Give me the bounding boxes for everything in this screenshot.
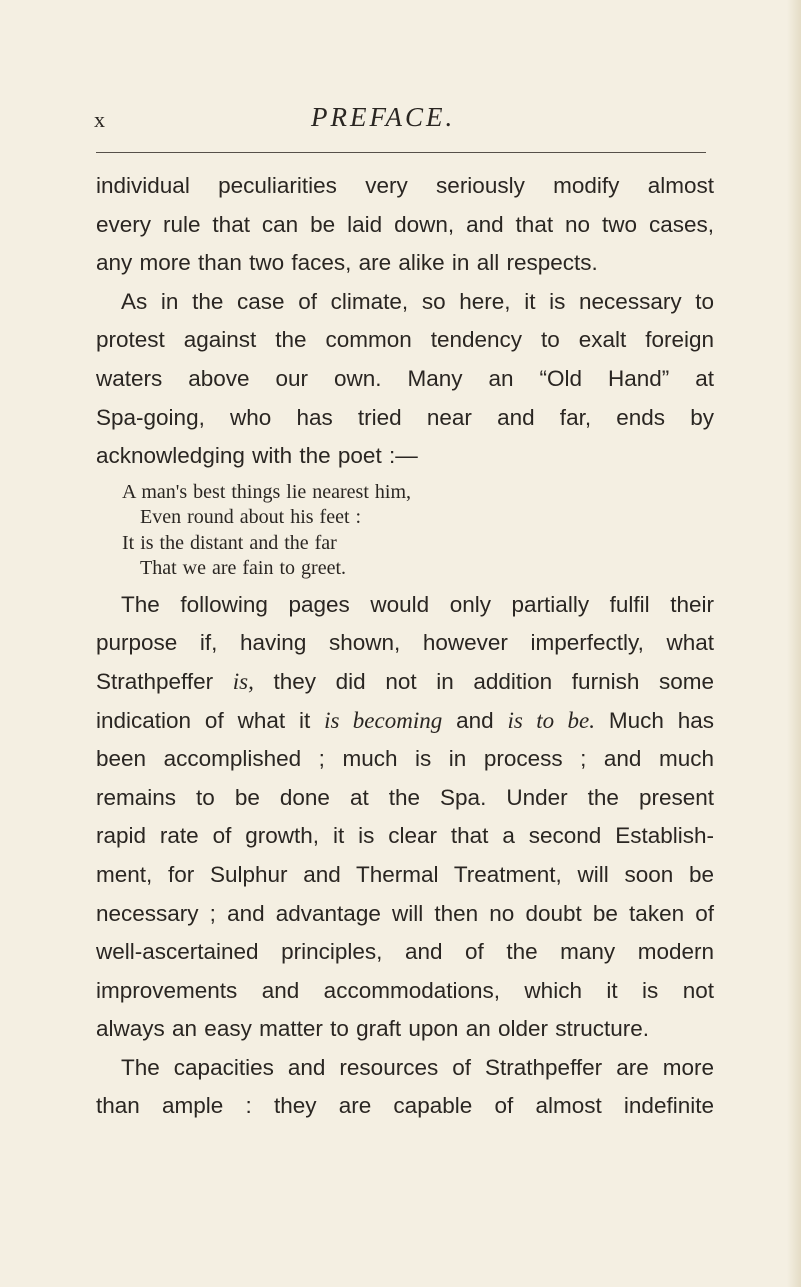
text-line: acknowledging with the poet :—: [96, 443, 418, 469]
text-line: The following pages would only partially fulfil their: [121, 591, 714, 617]
poem-line: That we are fain to greet.: [140, 557, 347, 580]
text-line: been accomplished ; much is in process ; and much: [96, 746, 714, 772]
text-line: The capacities and resources of Strathpeffer are more: [121, 1054, 714, 1080]
paragraph-1: [96, 167, 714, 283]
running-head: PREFACE.: [311, 102, 456, 132]
poem-line: It is the distant and the far: [122, 531, 337, 554]
text-run: and: [442, 707, 508, 733]
text-run: they did not in addition furnish some: [253, 668, 714, 694]
paragraph-4: [96, 1049, 714, 1126]
header-rule: [96, 152, 706, 153]
italic-run: is becoming: [324, 707, 443, 733]
paragraph-2: [96, 283, 714, 476]
poem-line: Even round about his feet :: [140, 506, 362, 529]
poem-line: A man's best things lie nearest him,: [122, 480, 412, 503]
text-line: any more than two faces, are alike in all respects.: [96, 250, 598, 276]
text-line: than ample : they are capable of almost indefinite: [96, 1093, 714, 1119]
text-line: [96, 702, 714, 741]
italic-run: is to be.: [507, 707, 595, 733]
body-text: [96, 167, 714, 1126]
text-line: [96, 663, 714, 702]
paragraph-3: [96, 586, 714, 1049]
text-line: individual peculiarities very seriously modify almost: [96, 173, 714, 198]
poem-quotation: [122, 480, 714, 582]
text-run: indication of what it: [96, 707, 325, 733]
text-line: always an easy matter to graft upon an older structure.: [96, 1016, 650, 1042]
text-line: ment, for Sulphur and Thermal Treatment, will soon be: [96, 861, 714, 887]
text-line: well-ascertained principles, and of the many modern: [96, 939, 714, 965]
text-line: remains to be done at the Spa. Under the present: [96, 784, 714, 810]
italic-run: is,: [232, 668, 254, 694]
page-number: x: [94, 107, 106, 132]
text-line: improvements and accommodations, which it is not: [96, 977, 714, 1003]
text-line: waters above our own. Many an “Old Hand” at: [96, 365, 714, 391]
text-run: Strathpeffer: [96, 668, 233, 694]
text-line: purpose if, having shown, however imperfectly, what: [96, 630, 714, 656]
page-edge-shadow: [787, 0, 801, 1287]
text-line: Spa-going, who has tried near and far, ends by: [96, 404, 714, 430]
text-run: Much has: [594, 707, 714, 733]
text-line: rapid rate of growth, it is clear that a second Establish-: [96, 823, 714, 849]
text-line: necessary ; and advantage will then no doubt be taken of: [96, 900, 714, 926]
text-line: As in the case of climate, so here, it is necessary to: [121, 288, 714, 314]
text-line: every rule that can be laid down, and that no two cases,: [96, 211, 714, 237]
text-line: protest against the common tendency to exalt foreign: [96, 327, 714, 353]
